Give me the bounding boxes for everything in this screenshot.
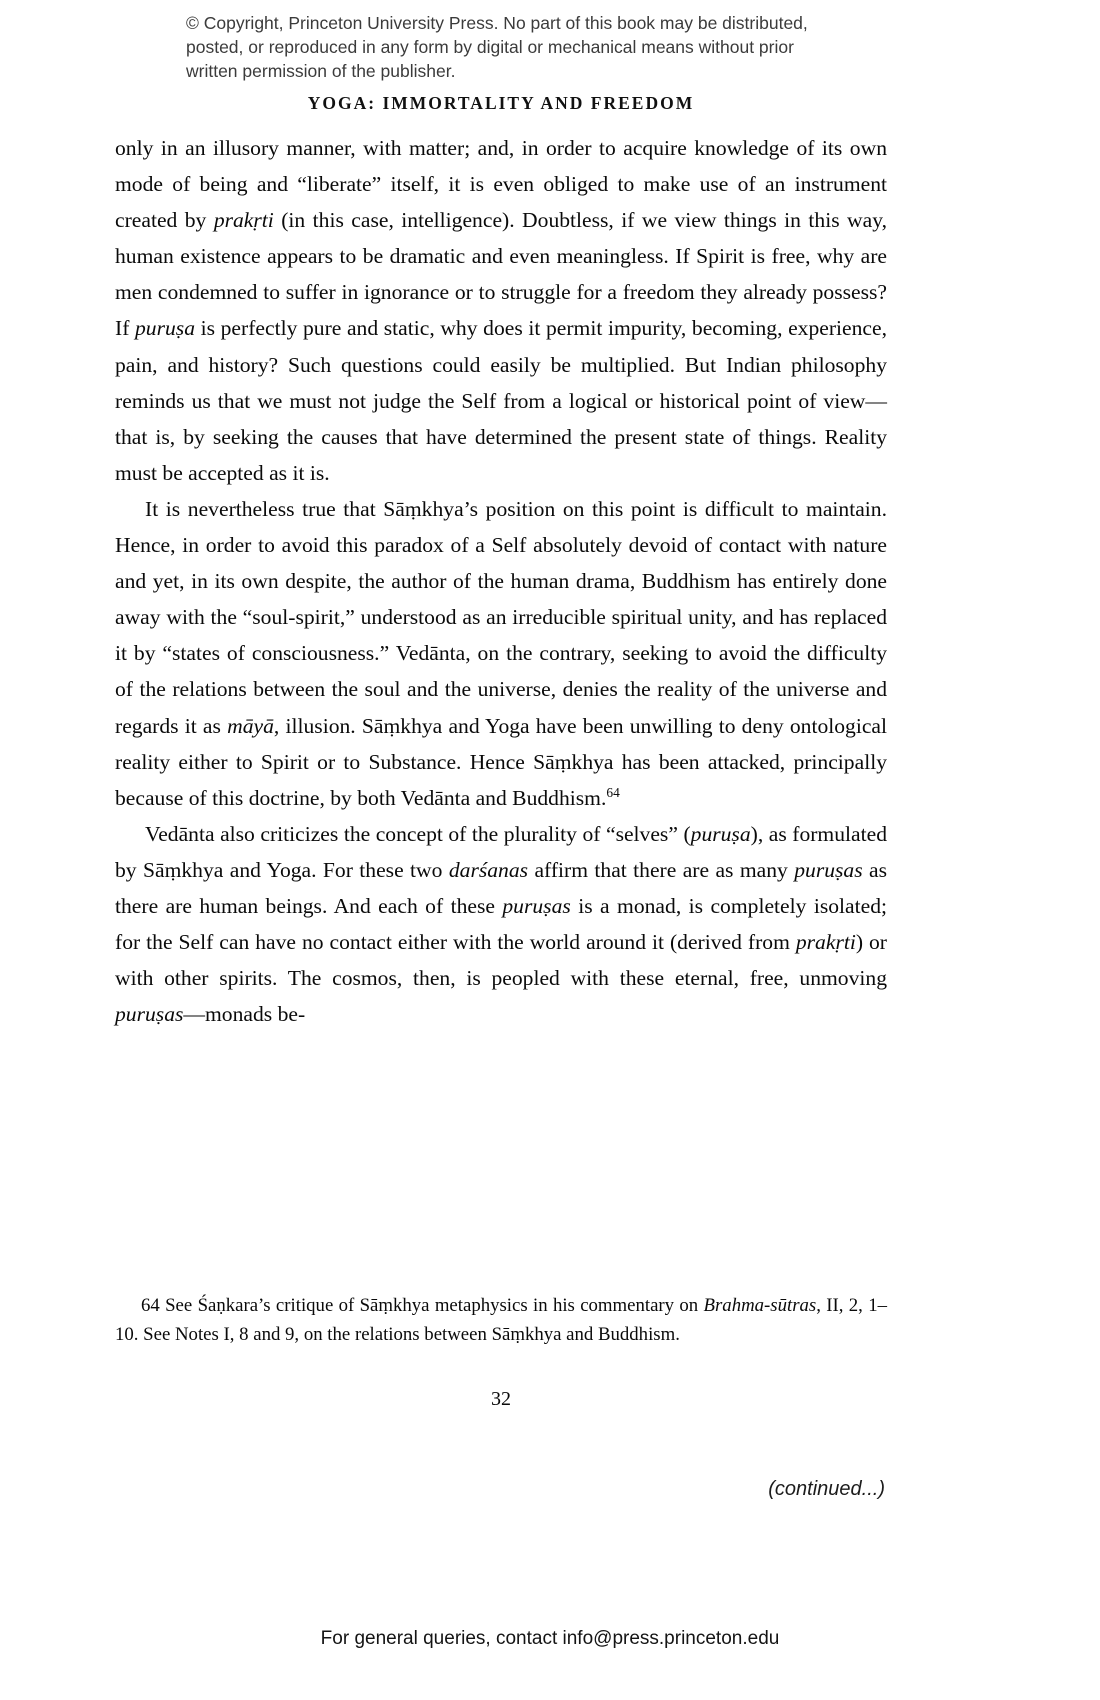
page-number: 32 bbox=[491, 1388, 511, 1410]
running-head: YOGA: IMMORTALITY AND FREEDOM bbox=[307, 93, 695, 113]
paragraph-2: It is nevertheless true that Sāṃkhya’s position on this point is difficult to maintain. Hence, in order to avoid this paradox of a Self absolutely devoid of contact with nature and yet, in its own despite, the author of the human drama, Buddhism has entirely done away with the “soul-spirit,” understood as an irreducible spiritual unity, and has replaced it by “states of consciousness.” Vedānta, on the contrary, seeking to avoid the difficulty of the relations between the soul and the universe, denies the reality of the universe and regards it as māyā, illusion. Sāṃkhya and Yoga have been unwilling to deny ontological reality either to Spirit or to Substance. Hence Sāṃkhya has been attacked, principally because of this doctrine, by both Vedānta and Buddhism.$^{64}$ bbox=[115, 496, 888, 810]
continued-marker: (continued...) bbox=[768, 1478, 885, 1500]
footnote-64: 64 See Śaṇkara’s critique of Sāṃkhya metaphysics in his commentary on Brahma-sūtras, II, 2, 1–10. See Notes I, 8 and 9, on the relations between Sāṃkhya and Buddhism. bbox=[115, 1295, 887, 1345]
paragraph-3: Vedānta also criticizes the concept of the plurality of “selves” (puruṣa), as formulated by Sāṃkhya and Yoga. For these two darśanas affirm that there are as many puruṣas as there are human beings. And each of these puruṣas is a monad, is completely isolated; for the Self can have no contact either with the world around it (derived from prakṛti) or with other spirits. The cosmos, then, is peopled with these eternal, free, unmoving puruṣas—monads be- bbox=[115, 821, 888, 1027]
paragraph-1: only in an illusory manner, with matter; and, in order to acquire knowledge of its own mode of being and “liberate” itself, it is even obliged to make use of an instrument created by prakṛti (in this case, intelligence). Doubtless, if we view things in this way, human existence appears to be dramatic and even meaningless. If Spirit is free, why are men condemned to suffer in ignorance or to struggle for a freedom they already possess? If puruṣa is perfectly pure and static, why does it permit impurity, becoming, experience, pain, and history? Such questions could easily be multiplied. But Indian philosophy reminds us that we must not judge the Self from a logical or historical point of view—that is, by seeking the causes that have determined the present state of things. Reality must be accepted as it is. bbox=[115, 136, 888, 485]
body-text bbox=[115, 130, 887, 1032]
footer-contact: For general queries, contact info@press.princeton.edu bbox=[320, 1628, 780, 1649]
copyright-notice: © Copyright, Princeton University Press. No part of this book may be distributed, posted, or reproduced in any form by digital or mechanical means without prior written permission of the publisher. bbox=[186, 13, 808, 81]
